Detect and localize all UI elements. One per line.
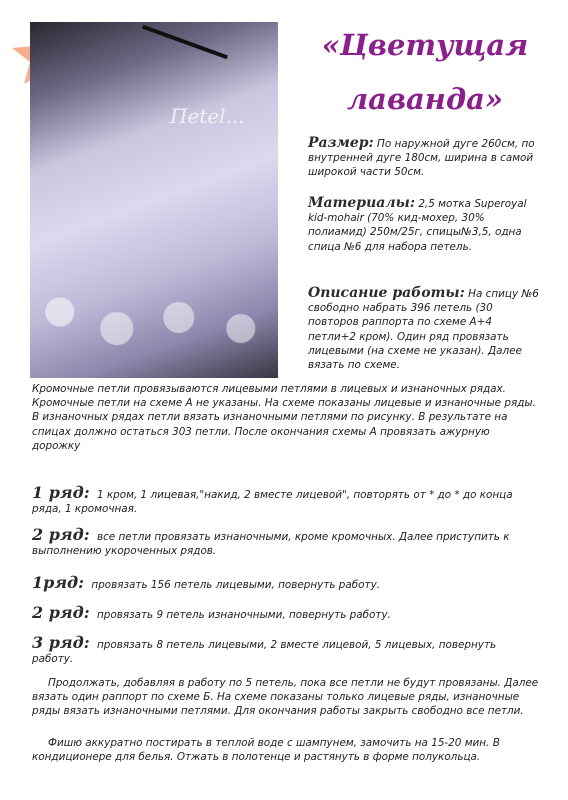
finish-text: Фишю аккуратно постирать в теплой воде с шампунем, замочить на 15-20 мин. В кондиционере для белья. Отжать в полотенце и растянуть в форме полукольца. <box>32 737 500 764</box>
row-5 <box>32 633 540 666</box>
description-section <box>308 286 540 372</box>
row-label: 1 ряд: <box>32 483 90 502</box>
page-title: «Цветущая лаванда» <box>321 28 529 116</box>
row-text: 1 кром, 1 лицевая,"накид, 2 вместе лицевой", повторять от * до * до конца ряда, 1 кромочная. <box>32 489 513 516</box>
finish-section <box>32 736 540 764</box>
size-section <box>308 136 540 180</box>
watermark: Пеtel... <box>170 104 245 128</box>
row-3 <box>32 573 540 592</box>
row-1 <box>32 483 540 516</box>
row-label: 3 ряд: <box>32 633 90 652</box>
row-4 <box>32 603 540 622</box>
materials-section <box>308 196 540 254</box>
materials-text: 2,5 мотка Superoyal kid-mohair (70% кид-мохер, 30% полиамид) 250м/25г, спицы№3,5, одна спица №6 для набора петель. <box>308 198 527 253</box>
row-text: провязать 156 петель лицевыми, повернуть работу. <box>91 579 381 591</box>
continue-text: Продолжать, добавляя в работу по 5 петель, пока все петли не будут провязаны. Далее вязать один раппорт по схеме Б. На схеме показаны только лицевые ряды, изнаночные ряды вязать изнаночными петлями. Для окончания работы закрыть свободно все петли. <box>32 677 539 718</box>
hanger <box>142 25 228 60</box>
description-full <box>32 382 540 453</box>
row-2 <box>32 525 540 558</box>
lace-edge <box>30 268 278 378</box>
description-label: Описание работы: <box>308 285 465 301</box>
shawl-photo <box>30 22 278 378</box>
size-label: Размер: <box>308 135 374 151</box>
row-text: провязать 9 петель изнаночными, повернуть работу. <box>96 609 391 621</box>
row-text: все петли провязать изнаночными, кроме кромочных. Далее приступить к выполнению укороченных рядов. <box>32 531 510 558</box>
row-text: провязать 8 петель лицевыми, 2 вместе лицевой, 5 лицевых, повернуть работу. <box>32 639 497 666</box>
size-text: По наружной дуге 260см, по внутренней дуге 180см, ширина в самой широкой части 50см. <box>308 138 535 179</box>
continue-section <box>32 676 540 719</box>
row-label: 1ряд: <box>32 573 85 592</box>
row-label: 2 ряд: <box>32 525 90 544</box>
description-text: На спицу №6 свободно набрать 396 петель (30 повторов раппорта по схеме А+4 петли+2 кром). Один ряд провязать лицевыми (на схеме не указан). Далее вязать по схеме. <box>308 288 539 372</box>
row-label: 2 ряд: <box>32 603 90 622</box>
materials-label: Материалы: <box>308 195 415 211</box>
description-full-text: Кромочные петли провязываются лицевыми петлями в лицевых и изнаночных рядах. Кромочные петли на схеме А не указаны. На схеме показаны лицевые и изнаночные ряды. В изнаночных рядах петли вязать изнаночными петлями по рисунку. В результате на спицах должно остаться 303 петли. После окончания схемы А провязать ажурную дорожку <box>32 383 536 452</box>
